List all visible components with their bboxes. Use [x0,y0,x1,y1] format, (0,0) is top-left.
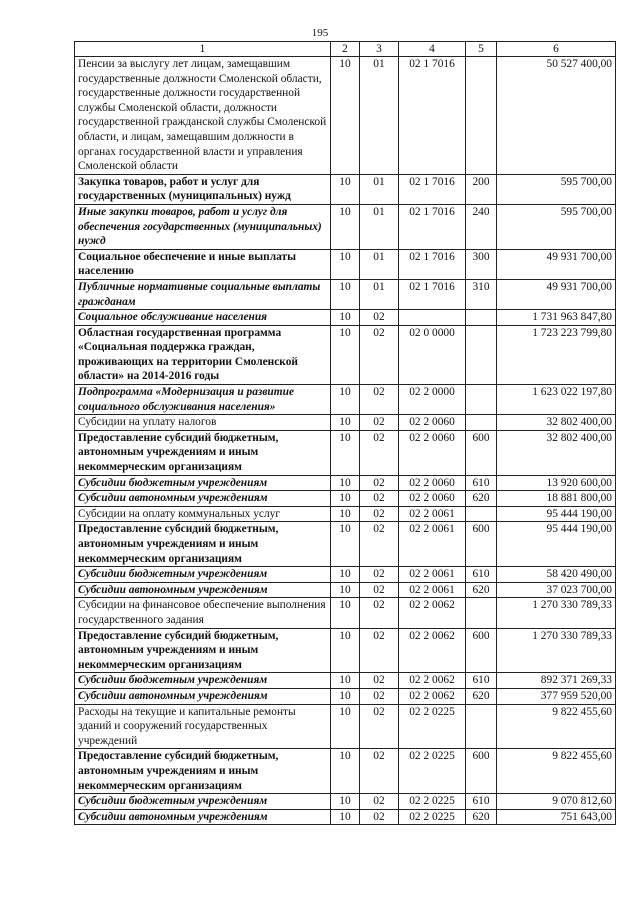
row-target-article: 02 2 0062 [399,628,466,673]
row-expense-type: 610 [466,475,497,491]
row-expense-type: 620 [466,809,497,825]
row-name: Субсидии автономным учреждениям [75,809,331,825]
budget-table [74,41,616,825]
row-amount: 595 700,00 [497,204,616,249]
row-amount: 95 444 190,00 [497,522,616,567]
row-target-article: 02 0 0000 [399,325,466,384]
table-row [75,325,616,384]
row-expense-type: 620 [466,688,497,704]
row-expense-type [466,325,497,384]
table-row [75,673,616,689]
row-subsection: 02 [360,598,399,628]
row-target-article: 02 2 0062 [399,673,466,689]
table-body [75,57,616,825]
row-amount: 32 802 400,00 [497,415,616,431]
table-row [75,598,616,628]
row-expense-type [466,506,497,522]
table-row [75,522,616,567]
row-section: 10 [331,704,360,749]
row-name: Предоставление субсидий бюджетным, автономным учреждениям и иным некоммерческим организациям [75,749,331,794]
row-section: 10 [331,415,360,431]
row-subsection: 02 [360,567,399,583]
row-amount: 49 931 700,00 [497,279,616,309]
row-section: 10 [331,794,360,810]
row-target-article: 02 2 0225 [399,704,466,749]
row-section: 10 [331,809,360,825]
row-subsection: 02 [360,688,399,704]
row-name: Субсидии на оплату коммунальных услуг [75,506,331,522]
header-col-3: 3 [360,42,399,57]
row-subsection: 02 [360,809,399,825]
row-amount: 1 723 223 799,80 [497,325,616,384]
row-subsection: 02 [360,325,399,384]
row-amount: 58 420 490,00 [497,567,616,583]
row-amount: 9 070 812,60 [497,794,616,810]
row-section: 10 [331,582,360,598]
row-section: 10 [331,204,360,249]
row-amount: 751 643,00 [497,809,616,825]
row-target-article: 02 2 0225 [399,809,466,825]
row-subsection: 02 [360,582,399,598]
header-col-4: 4 [399,42,466,57]
row-target-article: 02 2 0225 [399,794,466,810]
row-expense-type: 310 [466,279,497,309]
header-col-6: 6 [497,42,616,57]
row-expense-type: 610 [466,673,497,689]
row-amount: 95 444 190,00 [497,506,616,522]
row-section: 10 [331,385,360,415]
row-target-article: 02 1 7016 [399,249,466,279]
row-name: Субсидии автономным учреждениям [75,582,331,598]
row-section: 10 [331,430,360,475]
row-amount: 13 920 600,00 [497,475,616,491]
table-row [75,57,616,175]
row-target-article: 02 2 0062 [399,598,466,628]
row-amount: 32 802 400,00 [497,430,616,475]
table-row [75,491,616,507]
row-section: 10 [331,522,360,567]
row-amount: 18 881 800,00 [497,491,616,507]
row-target-article: 02 1 7016 [399,174,466,204]
table-row [75,704,616,749]
row-target-article: 02 2 0062 [399,688,466,704]
row-amount: 377 959 520,00 [497,688,616,704]
row-section: 10 [331,310,360,326]
row-name: Социальное обслуживание населения [75,310,331,326]
row-amount: 9 822 455,60 [497,704,616,749]
row-expense-type [466,57,497,175]
row-expense-type: 610 [466,567,497,583]
table-row [75,475,616,491]
row-expense-type: 200 [466,174,497,204]
row-expense-type: 600 [466,522,497,567]
header-col-5: 5 [466,42,497,57]
row-name: Публичные нормативные социальные выплаты гражданам [75,279,331,309]
row-section: 10 [331,567,360,583]
row-expense-type [466,385,497,415]
row-amount: 9 822 455,60 [497,749,616,794]
row-expense-type [466,310,497,326]
row-name: Иные закупки товаров, работ и услуг для обеспечения государственных (муниципальных) нужд [75,204,331,249]
row-target-article: 02 2 0061 [399,567,466,583]
row-expense-type: 620 [466,582,497,598]
row-name: Субсидии бюджетным учреждениям [75,673,331,689]
row-subsection: 02 [360,415,399,431]
table-row [75,279,616,309]
row-section: 10 [331,598,360,628]
row-name: Пенсии за выслугу лет лицам, замещавшим государственные должности Смоленской области, государственные должности государственной службы Смоленской области, должности государственной гражданской службы Смоленской области, и лицам, замещавшим должности в органах государственной власти и управления Смоленской области [75,57,331,175]
row-name: Субсидии бюджетным учреждениям [75,794,331,810]
table-row [75,204,616,249]
row-target-article: 02 1 7016 [399,279,466,309]
row-expense-type: 620 [466,491,497,507]
row-expense-type: 600 [466,749,497,794]
table-row [75,582,616,598]
table-header [75,42,616,57]
row-section: 10 [331,749,360,794]
row-target-article: 02 2 0225 [399,749,466,794]
row-target-article: 02 2 0060 [399,475,466,491]
row-subsection: 02 [360,506,399,522]
row-name: Предоставление субсидий бюджетным, автономным учреждениям и иным некоммерческим организациям [75,522,331,567]
row-section: 10 [331,673,360,689]
header-col-1: 1 [75,42,331,57]
page-number: 195 [311,27,329,39]
row-subsection: 01 [360,279,399,309]
table-row [75,249,616,279]
row-subsection: 02 [360,385,399,415]
row-section: 10 [331,688,360,704]
row-section: 10 [331,491,360,507]
table-row [75,430,616,475]
table-row [75,809,616,825]
row-amount: 1 270 330 789,33 [497,628,616,673]
row-expense-type [466,704,497,749]
row-amount: 49 931 700,00 [497,249,616,279]
row-subsection: 02 [360,310,399,326]
table-row [75,310,616,326]
table-row [75,628,616,673]
row-amount: 892 371 269,33 [497,673,616,689]
row-expense-type: 240 [466,204,497,249]
row-amount: 595 700,00 [497,174,616,204]
table-row [75,688,616,704]
row-name: Расходы на текущие и капитальные ремонты зданий и сооружений государственных учреждений [75,704,331,749]
row-name: Предоставление субсидий бюджетным, автономным учреждениям и иным некоммерческим организациям [75,430,331,475]
row-target-article: 02 2 0060 [399,415,466,431]
row-subsection: 02 [360,673,399,689]
row-expense-type: 600 [466,628,497,673]
row-target-article: 02 1 7016 [399,204,466,249]
row-subsection: 02 [360,749,399,794]
row-target-article: 02 2 0000 [399,385,466,415]
row-subsection: 02 [360,794,399,810]
row-section: 10 [331,174,360,204]
row-subsection: 01 [360,249,399,279]
row-section: 10 [331,628,360,673]
row-subsection: 01 [360,57,399,175]
table-row [75,174,616,204]
row-name: Подпрограмма «Модернизация и развитие социального обслуживания населения» [75,385,331,415]
header-row [75,42,616,57]
row-name: Предоставление субсидий бюджетным, автономным учреждениям и иным некоммерческим организациям [75,628,331,673]
row-subsection: 01 [360,204,399,249]
row-amount: 37 023 700,00 [497,582,616,598]
row-name: Субсидии на уплату налогов [75,415,331,431]
row-name: Субсидии бюджетным учреждениям [75,475,331,491]
row-section: 10 [331,57,360,175]
row-amount: 1 623 022 197,80 [497,385,616,415]
row-section: 10 [331,506,360,522]
row-name: Субсидии на финансовое обеспечение выполнения государственного задания [75,598,331,628]
row-name: Субсидии автономным учреждениям [75,491,331,507]
row-section: 10 [331,249,360,279]
table-row [75,567,616,583]
row-name: Закупка товаров, работ и услуг для государственных (муниципальных) нужд [75,174,331,204]
table-row [75,415,616,431]
row-amount: 50 527 400,00 [497,57,616,175]
row-target-article: 02 2 0061 [399,522,466,567]
row-subsection: 02 [360,430,399,475]
row-name: Субсидии бюджетным учреждениям [75,567,331,583]
row-name: Областная государственная программа «Социальная поддержка граждан, проживающих на территории Смоленской области» на 2014-2016 годы [75,325,331,384]
table-row [75,506,616,522]
row-section: 10 [331,475,360,491]
row-amount: 1 731 963 847,80 [497,310,616,326]
row-name: Субсидии автономным учреждениям [75,688,331,704]
row-target-article: 02 1 7016 [399,57,466,175]
row-amount: 1 270 330 789,33 [497,598,616,628]
row-target-article: 02 2 0061 [399,582,466,598]
table-row [75,794,616,810]
header-col-2: 2 [331,42,360,57]
table-row [75,749,616,794]
row-expense-type [466,598,497,628]
row-subsection: 01 [360,174,399,204]
row-target-article: 02 2 0060 [399,491,466,507]
row-expense-type: 600 [466,430,497,475]
row-subsection: 02 [360,704,399,749]
row-target-article: 02 2 0060 [399,430,466,475]
row-target-article: 02 2 0061 [399,506,466,522]
row-subsection: 02 [360,491,399,507]
row-subsection: 02 [360,475,399,491]
row-name: Социальное обеспечение и иные выплаты населению [75,249,331,279]
row-subsection: 02 [360,522,399,567]
table-row [75,385,616,415]
row-section: 10 [331,325,360,384]
row-subsection: 02 [360,628,399,673]
row-section: 10 [331,279,360,309]
row-target-article [399,310,466,326]
row-expense-type: 300 [466,249,497,279]
row-expense-type: 610 [466,794,497,810]
row-expense-type [466,415,497,431]
